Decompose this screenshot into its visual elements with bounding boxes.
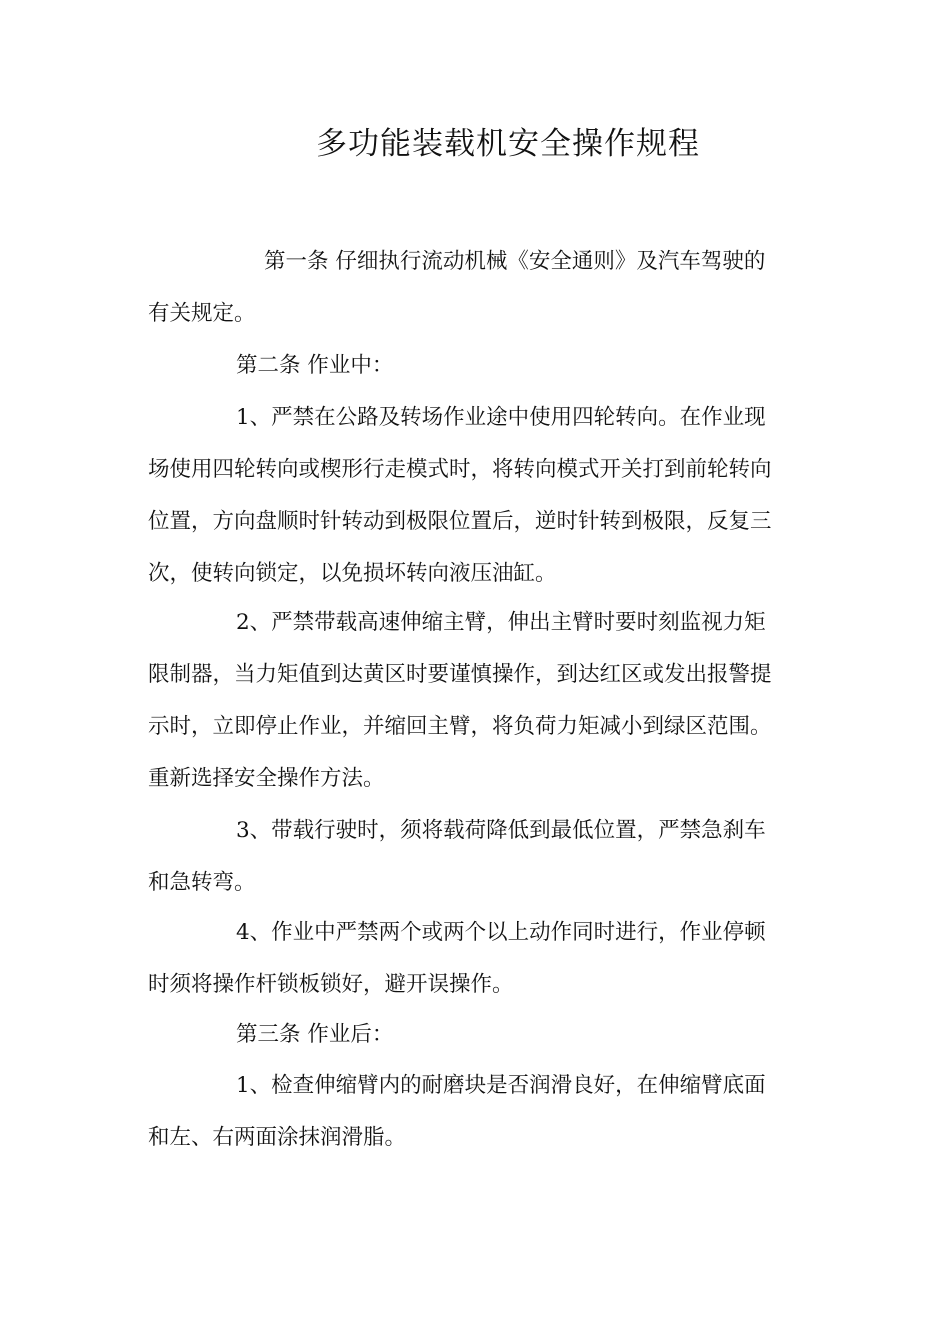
item-3-1-line-1: 1、检查伸缩臂内的耐磨块是否润滑良好，在伸缩臂底面 [236, 1073, 766, 1098]
article-3-heading: 第三条 作业后： [236, 1022, 394, 1047]
item-2-1-line-3: 位置，方向盘顺时针转动到极限位置后，逆时针转到极限，反复三 [148, 509, 772, 534]
item-2-4-line-2: 时须将操作杆锁板锁好，避开误操作。 [148, 972, 514, 997]
article-1-line-1: 第一条 仔细执行流动机械《安全通则》及汽车驾驶的 [264, 249, 766, 274]
item-2-3-line-1: 3、带载行驶时，须将载荷降低到最低位置，严禁急刹车 [236, 818, 766, 843]
item-2-2-line-1: 2、严禁带载高速伸缩主臂，伸出主臂时要时刻监视力矩 [236, 610, 766, 635]
item-2-3-line-2: 和急转弯。 [148, 870, 256, 895]
item-2-2-line-4: 重新选择安全操作方法。 [148, 766, 385, 791]
document-title: 多功能装载机安全操作规程 [316, 126, 700, 162]
item-2-2-line-2: 限制器，当力矩值到达黄区时要谨慎操作，到达红区或发出报警提 [148, 662, 772, 687]
item-2-1-line-2: 场使用四轮转向或楔形行走模式时，将转向模式开关打到前轮转向 [148, 457, 772, 482]
item-2-1-line-1: 1、严禁在公路及转场作业途中使用四轮转向。在作业现 [236, 405, 766, 430]
item-2-1-line-4: 次，使转向锁定，以免损坏转向液压油缸。 [148, 561, 557, 586]
article-1-line-2: 有关规定。 [148, 301, 256, 326]
item-2-2-line-3: 示时，立即停止作业，并缩回主臂，将负荷力矩减小到绿区范围。 [148, 714, 772, 739]
item-3-1-line-2: 和左、右两面涂抹润滑脂。 [148, 1125, 407, 1150]
article-2-heading: 第二条 作业中： [236, 353, 394, 378]
item-2-4-line-1: 4、作业中严禁两个或两个以上动作同时进行，作业停顿 [236, 920, 766, 945]
